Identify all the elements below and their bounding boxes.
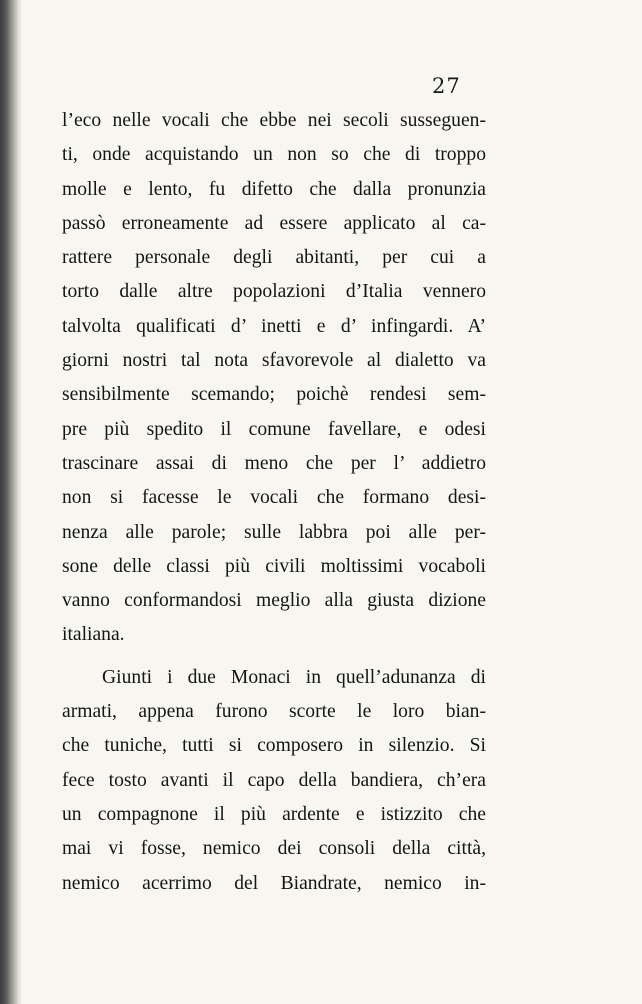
text-line: torto dalle altre popolazioni d’Italia vennero [62, 281, 486, 303]
text-line: un compagnone il più ardente e istizzito che [62, 803, 486, 825]
text-line: rattere personale degli abitanti, per cui a [62, 247, 486, 269]
text-line: molle e lento, fu difetto che dalla pronunzia [62, 178, 486, 200]
text-line: Giunti i due Monaci in quell’adunanza di [102, 666, 486, 688]
text-line: giorni nostri tal nota sfavorevole al dialetto va [62, 350, 486, 372]
text-line: l’eco nelle vocali che ebbe nei secoli susseguen- [62, 110, 486, 131]
page-number: 27 [432, 74, 461, 98]
text-line: non si facesse le vocali che formano desi- [62, 487, 486, 509]
text-line: mai vi fosse, nemico dei consoli della città, [62, 838, 486, 860]
text-line: fece tosto avanti il capo della bandiera, ch’era [62, 769, 486, 791]
text-line: nemico acerrimo del Biandrate, nemico in- [62, 872, 486, 894]
text-line: italiana. [62, 624, 125, 646]
body-text [62, 104, 486, 901]
paragraph-2 [62, 661, 486, 901]
text-line: armati, appena furono scorte le loro bian- [62, 701, 486, 723]
paragraph-gap [62, 653, 486, 661]
paragraph-1 [62, 104, 486, 653]
text-line: ti, onde acquistando un non so che di troppo [62, 144, 486, 166]
text-line: passò erroneamente ad essere applicato al ca- [62, 212, 486, 234]
text-line: sensibilmente scemando; poichè rendesi sem- [62, 384, 486, 406]
page-binding-edge [0, 0, 22, 1004]
text-line: trascinare assai di meno che per l’ addietro [62, 452, 486, 474]
text-line: sone delle classi più civili moltissimi vocaboli [62, 555, 486, 577]
text-line: pre più spedito il comune favellare, e odesi [62, 418, 486, 440]
text-line: vanno conformandosi meglio alla giusta dizione [62, 590, 486, 612]
text-line: nenza alle parole; sulle labbra poi alle per- [62, 521, 486, 543]
text-line: talvolta qualificati d’ inetti e d’ infingardi. A’ [62, 315, 486, 337]
text-line: che tuniche, tutti si composero in silenzio. Si [62, 735, 486, 757]
